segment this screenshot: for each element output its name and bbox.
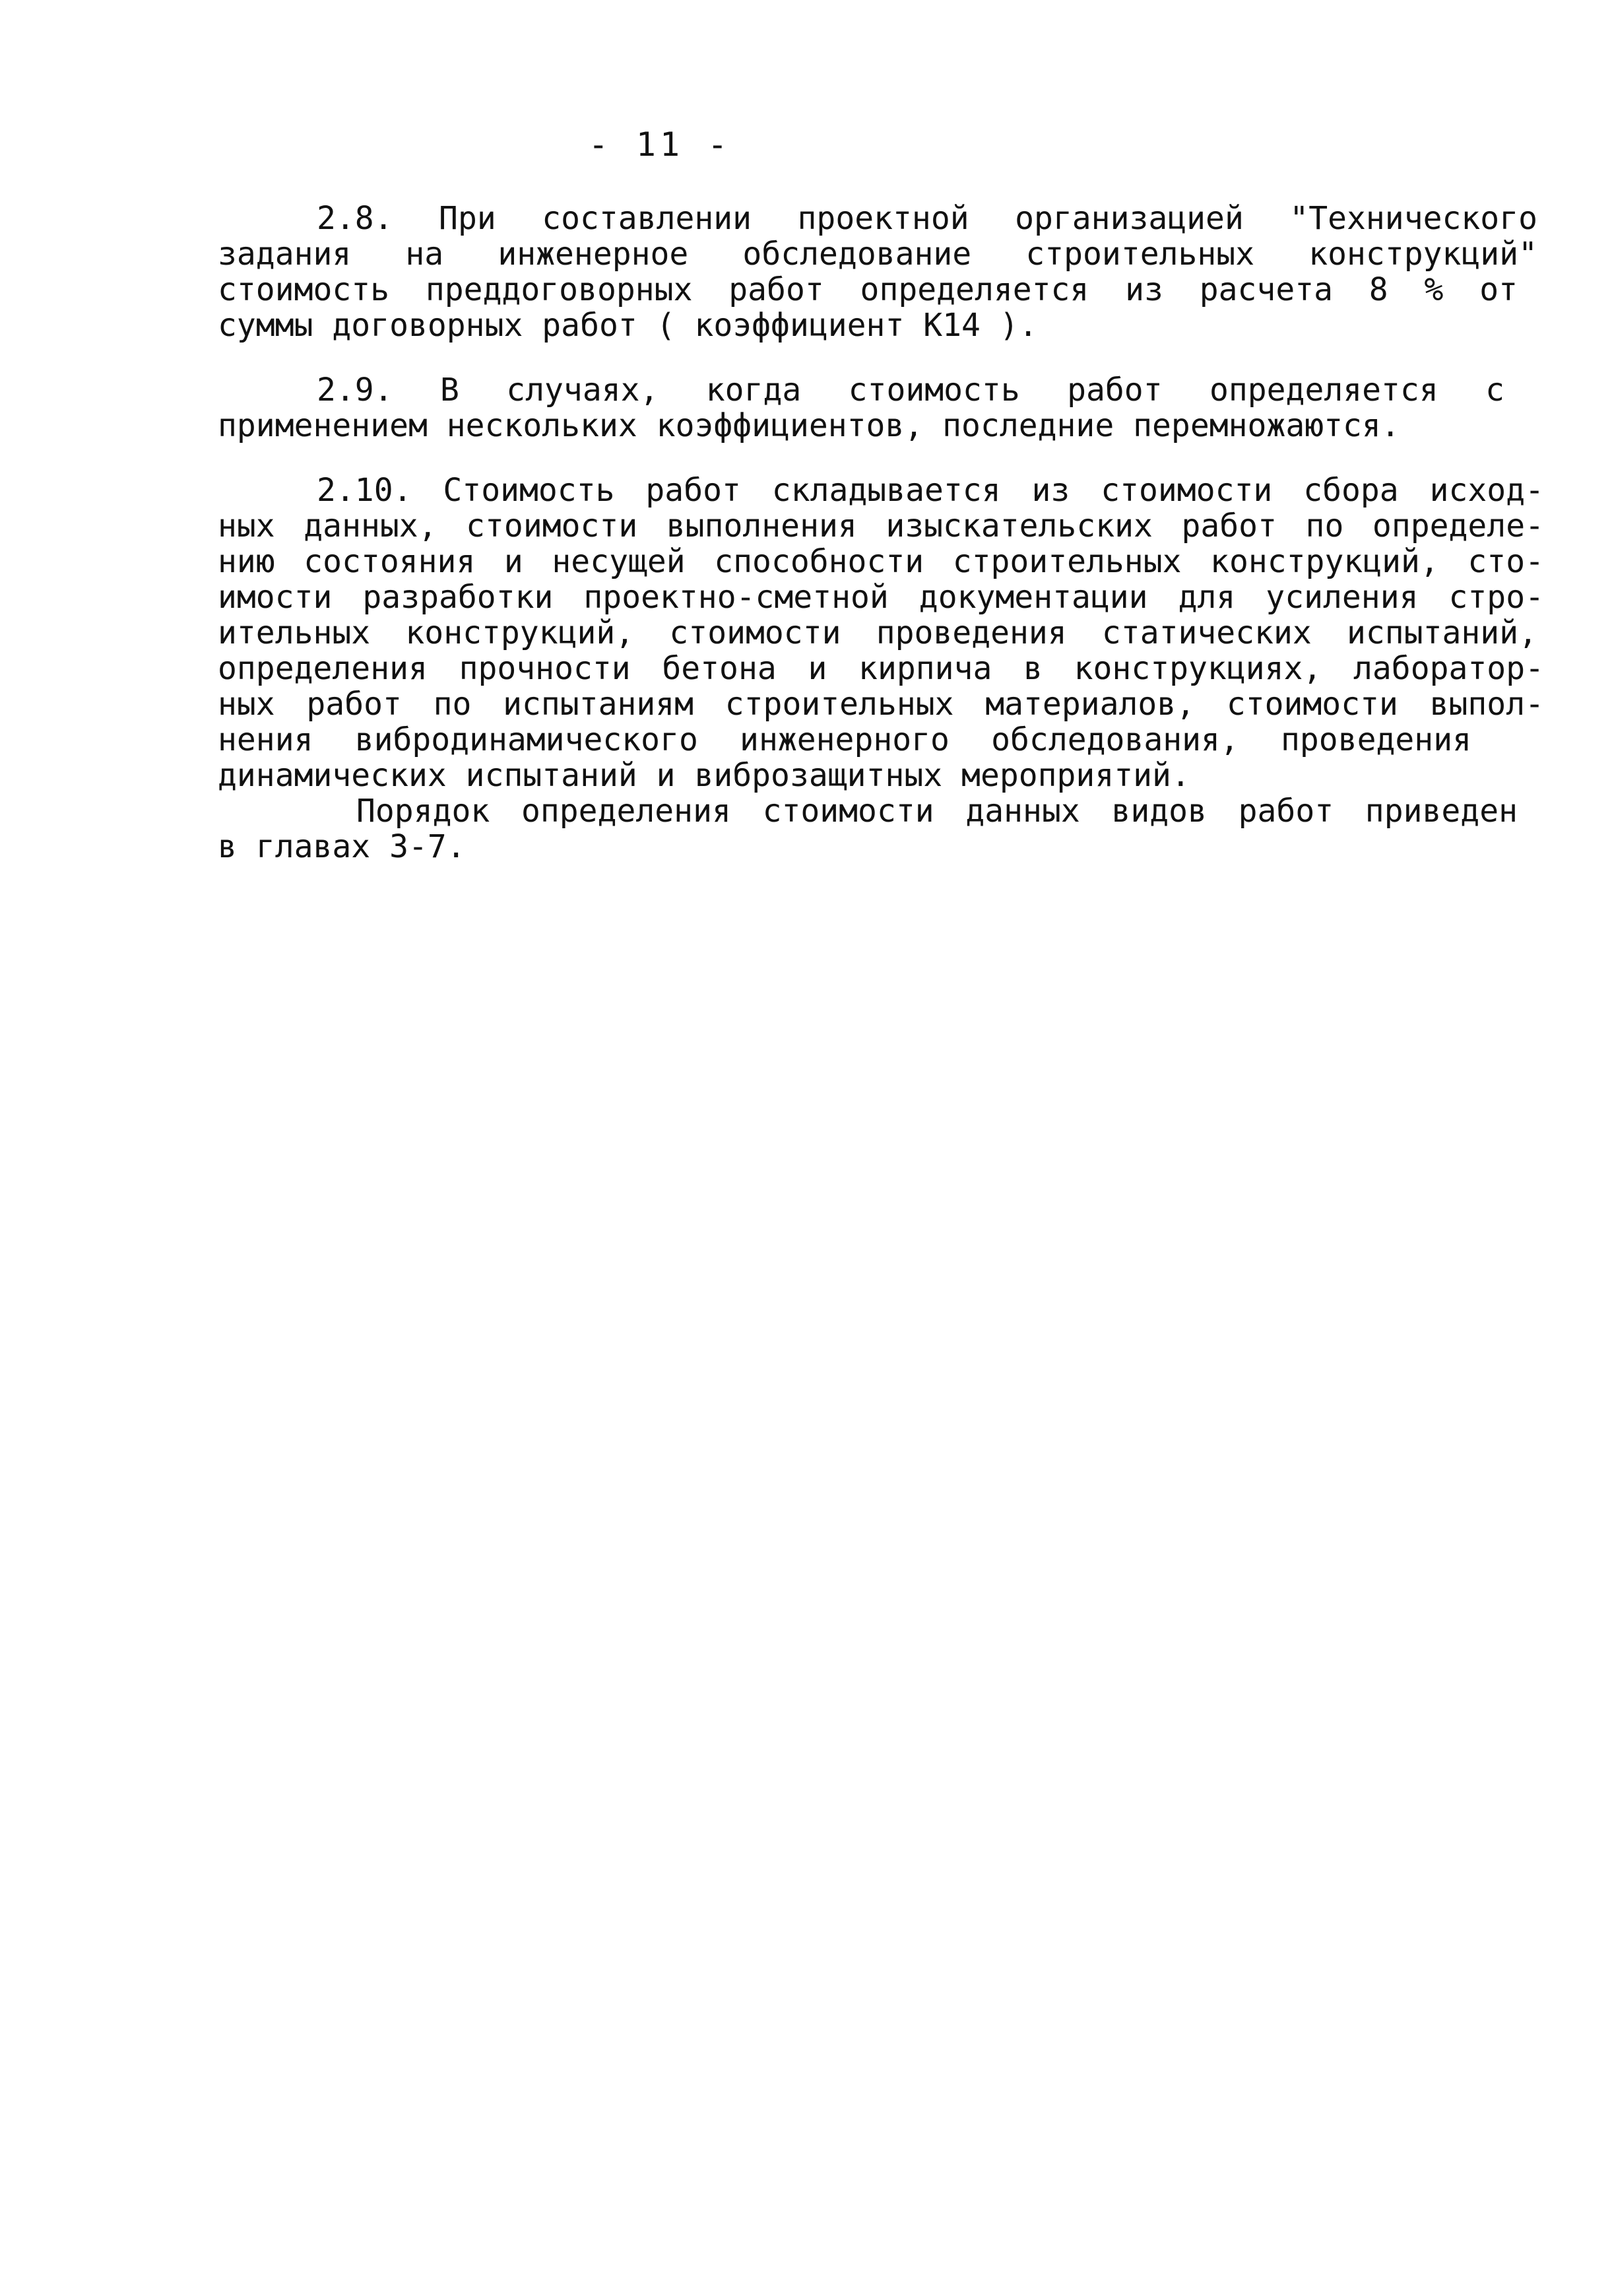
paragraph-2-10-line: ных данных, стоимости выполнения изыскательских работ по определе- bbox=[218, 508, 1544, 544]
paragraph-2-8-line: задания на инженерное обследование строительных конструкций" bbox=[218, 236, 1537, 273]
page-number: - 11 - bbox=[588, 125, 732, 164]
paragraph-2-10-line: ных работ по испытаниям строительных материалов, стоимости выпол- bbox=[218, 686, 1544, 723]
paragraph-2-8-line: стоимость преддоговорных работ определяется из расчета 8 % от bbox=[218, 271, 1518, 308]
paragraph-2-9-line: применением нескольких коэффициентов, последние перемножаются. bbox=[218, 407, 1400, 444]
paragraph-2-8-line: суммы договорных работ ( коэффициент К14 ). bbox=[218, 307, 1038, 344]
paragraph-2-10-line: нения вибродинамического инженерного обследования, проведения bbox=[218, 721, 1471, 758]
paragraph-2-10-line: Порядок определения стоимости данных видов работ приведен bbox=[356, 793, 1518, 830]
paragraph-2-10-line: динамических испытаний и виброзащитных мероприятий. bbox=[218, 757, 1190, 794]
paragraph-2-10-line: ительных конструкций, стоимости проведения статических испытаний, bbox=[218, 614, 1537, 651]
paragraph-2-10-line: определения прочности бетона и кирпича в конструкциях, лаборатор- bbox=[218, 650, 1544, 687]
paragraph-2-8-line: 2.8. При составлении проектной организацией "Технического bbox=[317, 200, 1537, 237]
paragraph-2-10-line: имости разработки проектно-сметной документации для усиления стро- bbox=[218, 579, 1544, 616]
paragraph-2-10-line: в главах 3-7. bbox=[218, 828, 466, 865]
paragraph-2-9-line: 2.9. В случаях, когда стоимость работ определяется с bbox=[317, 372, 1504, 409]
paragraph-2-10-line: 2.10. Стоимость работ складывается из стоимости сбора исход- bbox=[317, 472, 1544, 509]
paragraph-2-10-line: нию состояния и несущей способности строительных конструкций, сто- bbox=[218, 543, 1544, 580]
